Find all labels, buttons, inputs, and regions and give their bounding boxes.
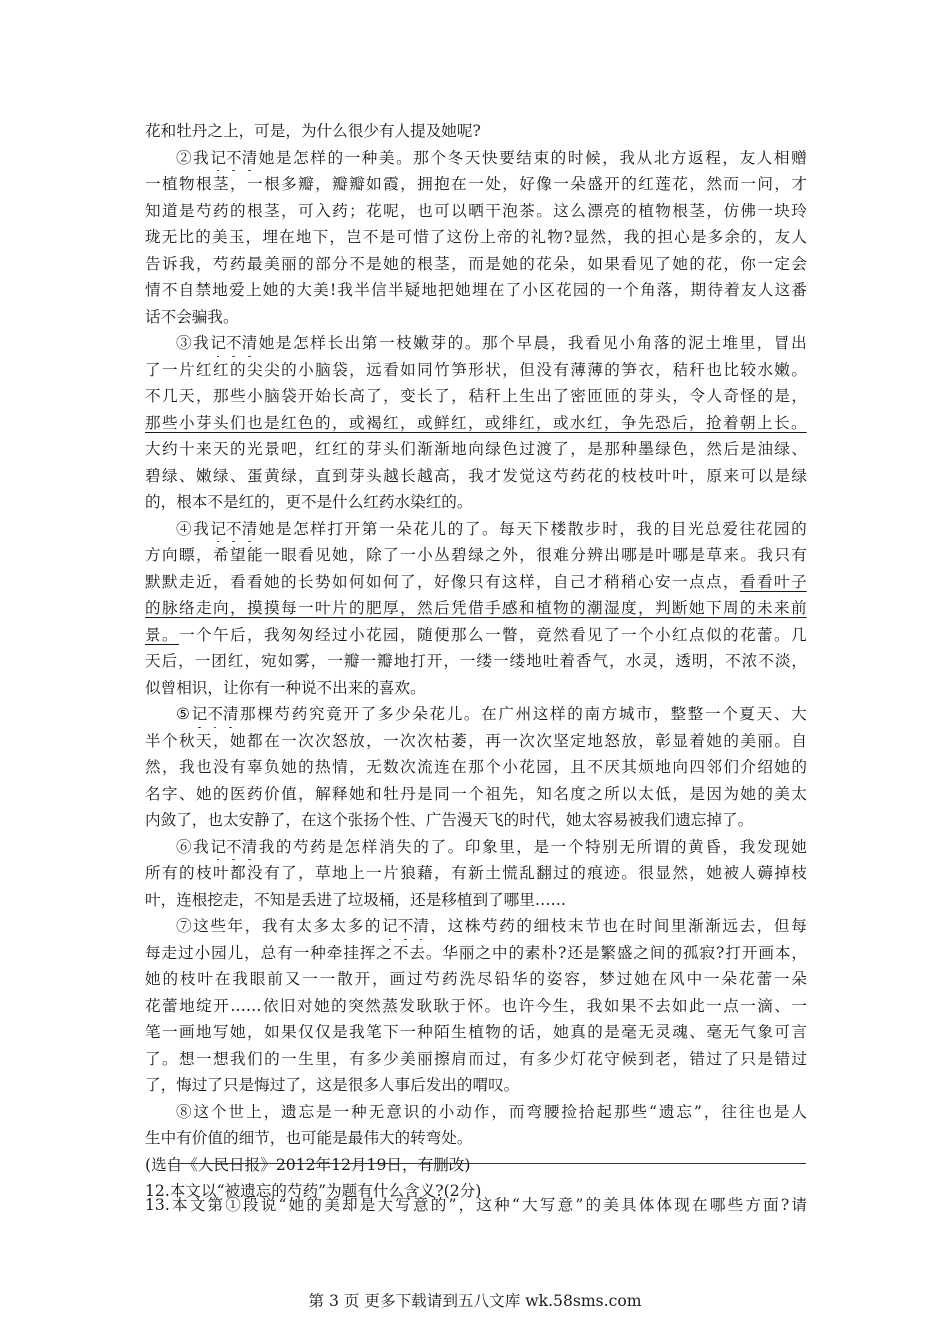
article-line: 碧绿、嫩绿、蛋黄绿，直到芽头越长越高，我才发觉这芍药花的枝枝叶叶，原来可以是绿: [145, 466, 807, 485]
article-line: 内敛了，也太安静了，在这个张扬个性、广告漫天飞的时代，她太容易被我们遗忘掉了。: [145, 811, 754, 829]
article-line: 似曾相识，让你有一种说不出来的喜欢。: [145, 678, 426, 697]
article-line: 了。想一想我们的一生里，有多少美丽擦肩而过，有多少灯花守候到老，错过了只是错过: [145, 1049, 807, 1068]
article-line: 每走过小园儿，总有一种牵挂挥之不去。华丽之中的素朴?还是繁盛之间的孤寂?打开画本，: [145, 943, 807, 962]
article-line: 情不自禁地爱上她的大美!我半信半疑地把她埋在了小区花园的一个角落，期待着友人这番: [145, 281, 807, 299]
article-line: 所有的枝叶都没有了，草地上一片狼藉，有新土慌乱翻过的痕迹。很显然，她被人薅掉枝: [145, 864, 807, 882]
article-line: 花蕾地绽开……依旧对她的突然蒸发耿耿于怀。也许今生，我如果不去如此一点一滴、一: [145, 996, 807, 1015]
article-line: ④我记不清她是怎样打开第一朵花儿的了。每天下楼散步时，我的目光总爱往花园的: [145, 516, 807, 543]
article-line: 默默走近，看看她的长势如何如何了，好像只有这样，自己才稍稍心安一点点，看看叶子: [145, 572, 807, 591]
article-line: 不几天，那些小脑袋开始长高了，变长了，秸秆上生出了密匝匝的芽头，令人奇怪的是，: [145, 387, 807, 405]
source-citation: (选自《人民日报》2012年12月19日，有删改): [145, 1155, 471, 1174]
article-line: ⑥我记不清我的芍药是怎样消失的了。印象里，是一个特别无所谓的黄昏，我发现她: [145, 834, 807, 861]
page-footer: 第 3 页 更多下载请到五八文库 wk.58sms.com: [308, 1292, 642, 1310]
article-line: 名字、她的医药价值，解释她和牡丹是同一个祖先，知名度之所以太低，是因为她的美太: [145, 784, 807, 803]
article-line: 笔一画地写她，如果仅仅是我笔下一种陌生植物的话，她真的是毫无灵魂、毫无气象可言: [145, 1023, 807, 1041]
answer-line[interactable]: [168, 1163, 806, 1164]
article-line: 知道是芍药的根茎，可入药；花呢，也可以晒干泡茶。这么漂亮的植物根茎，仿佛一块玲: [145, 201, 807, 220]
article-line: ⑧这个世上，遗忘是一种无意识的小动作，而弯腰捡拾起那些“遗忘”，往往也是人: [176, 1102, 807, 1121]
article-line: 半个秋天，她都在一次次怒放，一次次枯萎，再一次次坚定地怒放，彰显着她的美丽。自: [145, 731, 807, 750]
question-12: 12.本文以“被遗忘的芍药”为题有什么含义?(2分): [145, 1182, 482, 1200]
article-line: 告诉我，芍药最美丽的部分不是她的根茎，而是她的花朵，如果看见了她的花，你一定会: [145, 254, 807, 273]
article-line: ⑦这些年，我有太多太多的记不清，这株芍药的细枝末节也在时间里渐渐远去，但每: [145, 913, 807, 940]
article-line: 花和牡丹之上，可是，为什么很少有人提及她呢?: [145, 122, 481, 140]
article-line: 的脉络走向，摸摸每一叶片的肥厚，然后凭借手感和植物的潮湿度，判断她下周的未来前: [145, 599, 807, 617]
article-line: 然，我也没有辜负她的热情，无数次流连在那个小花园，且不厌其烦地向四邻们介绍她的: [145, 758, 807, 776]
question-13: 13.本文第①段说“她的美却是大写意的”，这种“大写意”的美具体体现在哪些方面?请: [145, 1196, 807, 1214]
article-line: 了，悔过了只是悔过了，这是很多人事后发出的喟叹。: [145, 1076, 520, 1094]
article-body: [145, 118, 807, 1205]
article-line: 了一片红红的尖尖的小脑袋，远看如同竹笋形状，但没有薄薄的笋衣，秸秆也比较水嫩。: [145, 360, 807, 379]
article-line: 她的枝叶在我眼前又一一散开，画过芍药洗尽铅华的姿容，梦过她在风中一朵花蕾一朵: [145, 970, 807, 988]
article-line: 那些小芽头们也是红色的，或褐红，或鲜红，或绯红，或水红，争先恐后，抢着朝上长。: [145, 413, 807, 432]
article-line: 叶，连根挖走，不知是丢进了垃圾桶，还是移植到了哪里……: [145, 890, 567, 909]
article-line: 景。一个午后，我匆匆经过小花园，随便那么一瞥，竟然看见了一个小红点似的花蕾。几: [145, 625, 807, 644]
article-line: 的，根本不是红的，更不是什么红药水染红的。: [145, 493, 473, 511]
article-line: 珑无比的美玉，埋在地下，岂不是可惜了这份上帝的礼物?显然，我的担心是多余的，友人: [145, 228, 807, 246]
article-line: ②我记不清她是怎样的一种美。那个冬天快要结束的时候，我从北方返程，友人相赠: [145, 145, 807, 172]
article-line: 方向瞟，希望能一眼看见她，除了一小丛碧绿之外，很难分辨出哪是叶哪是草来。我只有: [145, 546, 807, 564]
article-line: ③我记不清她是怎样长出第一枝嫩芽的。那个早晨，我看见小角落的泥土堆里，冒出: [145, 330, 807, 357]
article-line: 生中有价值的细节，也可能是最伟大的转弯处。: [145, 1129, 473, 1147]
article-line: 大约十来天的光景吧，红红的芽头们渐渐地向绿色过渡了，是那种墨绿色，然后是油绿、: [145, 440, 807, 458]
article-line: 话不会骗我。: [145, 307, 239, 326]
article-line: ⑤记不清那棵芍药究竟开了多少朵花儿。在广州这样的南方城市，整整一个夏天、大: [145, 701, 807, 728]
article-line: 天后，一团红，宛如雾，一瓣一瓣地打开，一缕一缕地吐着香气，水灵，透明，不浓不淡，: [145, 652, 807, 670]
article-line: 一植物根茎，一根多瓣，瓣瓣如霞，拥抱在一处，好像一朵盛开的红莲花，然而一问，才: [145, 175, 807, 193]
